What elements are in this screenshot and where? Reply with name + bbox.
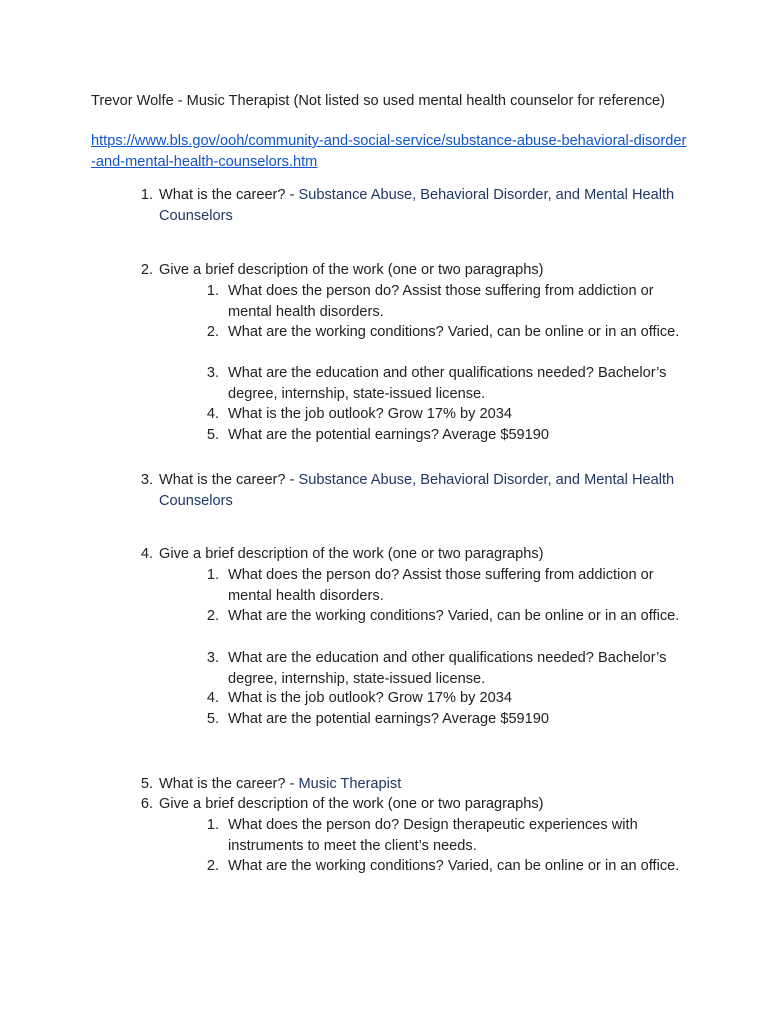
sub-item-number: 1. — [206, 567, 219, 583]
sub-list-item — [203, 606, 683, 627]
item-number: 5. — [140, 776, 153, 792]
sub-item-text: What are the education and other qualifications needed? Bachelor’s degree, internship, state-issued license. — [228, 650, 667, 687]
item-question: Give a brief description of the work (one or two paragraphs) — [159, 796, 544, 812]
sub-item-number: 2. — [206, 608, 219, 624]
item-question: What is the career? - — [159, 187, 299, 203]
item-number: 3. — [140, 472, 153, 488]
sub-item-number: 2. — [206, 858, 219, 874]
sub-list-item — [203, 281, 683, 322]
item-answer: Music Therapist — [298, 776, 402, 792]
document-header: Trevor Wolfe - Music Therapist (Not listed so used mental health counselor for reference) — [91, 93, 665, 109]
list-item — [135, 470, 675, 511]
sub-item-text: What are the education and other qualifications needed? Bachelor’s degree, internship, state-issued license. — [228, 365, 667, 402]
sub-item-number: 5. — [206, 711, 219, 727]
sub-list-item — [203, 815, 683, 856]
sub-list-item — [203, 709, 683, 730]
sub-item-text: What are the potential earnings? Average $59190 — [228, 427, 550, 443]
sub-item-number: 3. — [206, 365, 219, 381]
item-question: What is the career? - — [159, 776, 299, 792]
sub-item-text: What does the person do? Assist those suffering from addiction or mental health disorders. — [228, 283, 654, 320]
sub-list-item — [203, 856, 683, 877]
item-number: 4. — [140, 546, 153, 562]
list-item — [135, 774, 675, 795]
sub-item-text: What are the working conditions? Varied, can be online or in an office. — [228, 858, 680, 874]
item-number: 6. — [140, 796, 153, 812]
item-question: Give a brief description of the work (one or two paragraphs) — [159, 546, 544, 562]
sub-list-item — [203, 404, 683, 425]
sub-item-number: 5. — [206, 427, 219, 443]
sub-item-text: What are the potential earnings? Average $59190 — [228, 711, 550, 727]
list-item — [135, 185, 675, 226]
sub-item-text: What are the working conditions? Varied, can be online or in an office. — [228, 324, 680, 340]
sub-item-number: 3. — [206, 650, 219, 666]
sub-item-number: 4. — [206, 406, 219, 422]
sub-item-number: 1. — [206, 817, 219, 833]
sub-item-text: What is the job outlook? Grow 17% by 2034 — [228, 690, 512, 706]
list-item — [135, 544, 675, 565]
sub-list-item — [203, 565, 683, 606]
sub-item-text: What does the person do? Design therapeutic experiences with instruments to meet the client’s needs. — [228, 817, 638, 854]
sub-item-text: What is the job outlook? Grow 17% by 2034 — [228, 406, 512, 422]
item-number: 2. — [140, 262, 153, 278]
item-answer: Substance Abuse, Behavioral Disorder, and Mental Health Counselors — [159, 472, 675, 509]
sub-item-number: 2. — [206, 324, 219, 340]
item-number: 1. — [140, 187, 153, 203]
item-answer: Substance Abuse, Behavioral Disorder, and Mental Health Counselors — [159, 187, 675, 224]
item-question: Give a brief description of the work (one or two paragraphs) — [159, 262, 544, 278]
sub-list-item — [203, 648, 683, 689]
reference-link[interactable]: https://www.bls.gov/ooh/community-and-social-service/substance-abuse-behavioral-disorder-and-mental-health-counselors.htm — [91, 133, 687, 170]
sub-list-item — [203, 425, 683, 446]
sub-list-item — [203, 363, 683, 404]
sub-list-item — [203, 322, 683, 343]
sub-item-number: 1. — [206, 283, 219, 299]
sub-item-text: What are the working conditions? Varied, can be online or in an office. — [228, 608, 680, 624]
list-item — [135, 260, 675, 281]
item-question: What is the career? - — [159, 472, 299, 488]
sub-item-text: What does the person do? Assist those suffering from addiction or mental health disorders. — [228, 567, 654, 604]
sub-list-item — [203, 688, 683, 709]
list-item — [135, 794, 675, 815]
sub-item-number: 4. — [206, 690, 219, 706]
